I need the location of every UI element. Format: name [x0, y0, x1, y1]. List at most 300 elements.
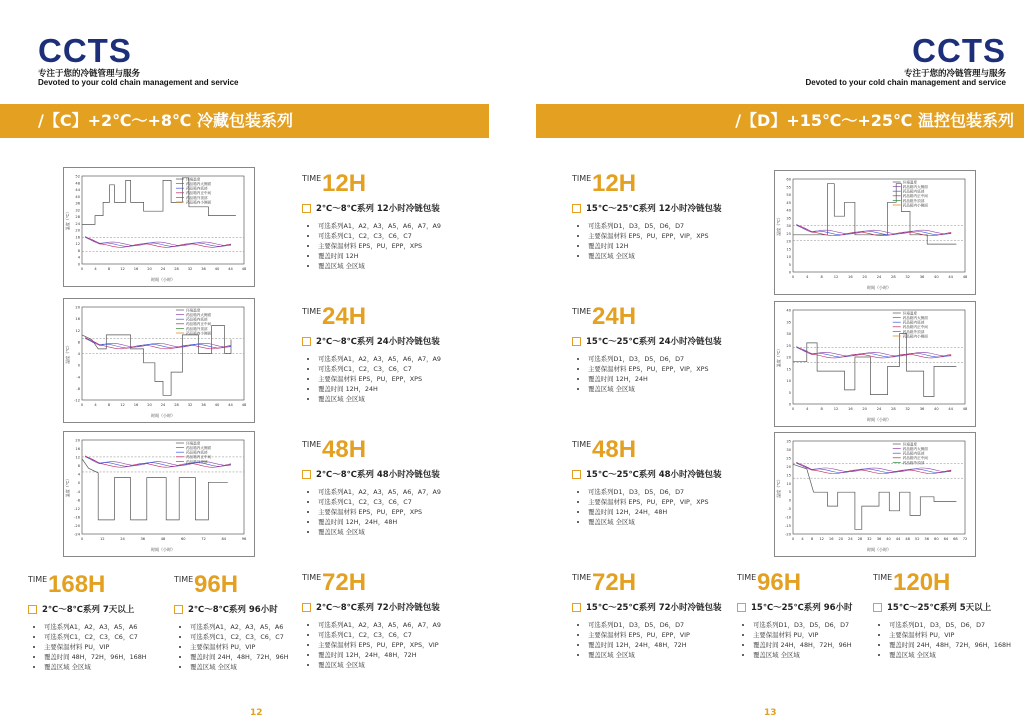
x-tick-label: 48 — [241, 403, 247, 407]
section-banner-left: /【C】+2℃～+8℃ 冷藏包装系列 — [0, 104, 489, 138]
x-tick-label: 36 — [919, 407, 925, 411]
spec-item: • 可选系列A1，A2，A3，A5，A6，A7，A9 — [318, 354, 502, 364]
block-subtitle: 15℃～25℃系列 72小时冷链包装 — [586, 603, 722, 613]
legend-label: 药品箱外顶部 — [185, 195, 208, 200]
x-tick-label: 44 — [895, 537, 901, 541]
spec-item: • 主要保温材料 EPS，PU，EPP，XPS — [318, 374, 502, 384]
time-prefix: TIME — [174, 575, 194, 584]
block-subtitle: 2℃～8℃系列 7天以上 — [42, 605, 135, 615]
spec-block-24h — [302, 303, 502, 404]
spec-block-120h — [873, 569, 1013, 660]
x-tick-label: 24 — [876, 407, 882, 411]
legend-label: 药品箱内底部 — [185, 317, 208, 322]
time-prefix: TIME — [873, 573, 893, 582]
square-bullet-icon — [572, 603, 581, 612]
square-bullet-icon — [302, 204, 311, 213]
legend-label: 药品箱内正中间 — [902, 194, 928, 199]
square-bullet-icon — [302, 337, 311, 346]
spec-list — [737, 620, 867, 660]
spec-list — [302, 620, 502, 670]
x-tick-label: 36 — [876, 537, 882, 541]
y-tick-label: 24 — [75, 221, 80, 226]
x-tick-label: 4 — [94, 403, 97, 407]
legend-label: 环境温度 — [185, 441, 201, 446]
y-axis-label: 温度（℃） — [65, 343, 70, 364]
page-number: 13 — [764, 708, 777, 718]
legend-label: 药品箱内底部 — [902, 320, 925, 325]
spec-item: • 覆盖区域 全区域 — [753, 650, 867, 660]
x-axis-label: 时间（小时） — [151, 277, 175, 282]
block-subtitle: 2℃～8℃系列 24小时冷链包装 — [316, 337, 440, 347]
square-bullet-icon — [737, 603, 746, 612]
square-bullet-icon — [302, 603, 311, 612]
legend-label: 药品箱内底部 — [185, 186, 208, 191]
spec-list — [572, 620, 732, 660]
x-tick-label: 40 — [934, 407, 939, 411]
legend-label: 药品箱内大侧面 — [902, 447, 928, 451]
x-tick-label: 32 — [905, 407, 910, 411]
spec-item: • 可选系列C1，C2，C3，C6，C7 — [44, 632, 168, 642]
y-tick-label: 60 — [786, 177, 791, 182]
block-subtitle: 2℃～8℃系列 72小时冷链包装 — [316, 603, 440, 613]
x-tick-label: 24 — [120, 537, 125, 541]
x-tick-label: 36 — [201, 267, 206, 271]
x-tick-label: 8 — [107, 267, 111, 271]
x-tick-label: 32 — [905, 275, 910, 279]
x-tick-label: 28 — [174, 403, 179, 407]
y-tick-label: -4 — [76, 375, 80, 380]
y-axis-label: 温度（℃） — [65, 476, 70, 498]
y-tick-label: 35 — [786, 439, 791, 444]
y-tick-label: 8 — [77, 340, 80, 345]
temperature-chart-48h — [774, 432, 976, 557]
y-tick-label: 10 — [786, 255, 791, 259]
spec-list — [302, 487, 502, 537]
x-tick-label: 44 — [948, 407, 953, 411]
temperature-chart-24h — [774, 301, 976, 427]
y-tick-label: 40 — [75, 194, 80, 199]
y-tick-label: 12 — [75, 455, 80, 460]
spec-item: • 覆盖区域 全区域 — [318, 660, 502, 670]
x-tick-label: 8 — [810, 537, 814, 541]
y-tick-label: 12 — [75, 328, 80, 333]
spec-block-96h — [737, 569, 867, 660]
spec-item: • 可选系列D1，D3，D5，D6，D7 — [753, 620, 867, 630]
time-value: 48H — [322, 436, 367, 463]
legend-label: 药品箱外顶部 — [902, 460, 925, 465]
spec-item: • 覆盖时间 24H，48H，72H，96H — [190, 652, 304, 662]
legend-label: 环境温度 — [185, 177, 201, 182]
legend-label: 药品箱外顶部 — [185, 459, 208, 464]
y-tick-label: 52 — [75, 174, 80, 179]
chart-svg — [64, 299, 254, 422]
time-value: 120H — [893, 569, 951, 596]
y-tick-label: 5 — [788, 390, 791, 395]
logo-tagline-en: Devoted to your cold chain management and service — [38, 78, 239, 87]
block-subtitle: 2℃～8℃系列 12小时冷链包装 — [316, 204, 440, 214]
y-tick-label: -20 — [74, 523, 80, 528]
chart-svg — [775, 171, 975, 294]
square-bullet-icon — [28, 605, 37, 614]
chart-svg — [775, 302, 975, 426]
x-tick-label: 96 — [241, 537, 247, 541]
x-tick-label: 20 — [862, 275, 867, 279]
y-tick-label: 15 — [786, 367, 791, 372]
x-tick-label: 48 — [905, 537, 910, 541]
x-tick-label: 36 — [140, 537, 146, 541]
x-tick-label: 24 — [160, 267, 166, 271]
spec-list — [572, 354, 772, 394]
y-tick-label: 15 — [786, 247, 791, 252]
y-tick-label: 5 — [788, 490, 791, 495]
y-tick-label: 20 — [75, 228, 80, 233]
x-tick-label: 8 — [820, 407, 823, 411]
y-tick-label: 25 — [786, 343, 791, 348]
x-tick-label: 60 — [180, 537, 186, 541]
time-value: 72H — [592, 569, 637, 596]
y-tick-label: -16 — [74, 515, 80, 520]
x-tick-label: 16 — [848, 275, 853, 279]
y-tick-label: -20 — [785, 532, 791, 537]
x-tick-label: 24 — [160, 403, 166, 407]
y-tick-label: 0 — [788, 498, 791, 503]
spec-item: • 可选系列C1，C2，C3，C6，C7 — [318, 497, 502, 507]
spec-block-12h — [302, 170, 502, 271]
y-tick-label: 8 — [77, 248, 80, 253]
spec-block-72h — [572, 569, 732, 660]
y-tick-label: 48 — [75, 181, 80, 186]
y-tick-label: 32 — [75, 208, 80, 213]
block-subtitle: 2℃～8℃系列 48小时冷链包装 — [316, 470, 440, 480]
x-tick-label: 0 — [80, 537, 84, 541]
y-tick-label: 20 — [786, 464, 791, 469]
logo-tagline-cn: 专注于您的冷链管理与服务 — [38, 68, 141, 78]
x-tick-label: 12 — [819, 537, 824, 541]
y-tick-label: 35 — [786, 320, 791, 325]
x-axis-label: 时间（小时） — [867, 547, 891, 552]
y-tick-label: 12 — [75, 242, 80, 247]
spec-item: • 可选系列D1，D3，D5，D6，D7 — [588, 354, 772, 364]
chart-svg — [775, 433, 975, 556]
logo-tagline-en: Devoted to your cold chain management and service — [805, 78, 1006, 87]
spec-item: • 可选系列A1，A2，A3，A5，A6，A7，A9 — [318, 620, 502, 630]
spec-item: • 覆盖区域 全区域 — [588, 650, 732, 660]
legend-label: 药品箱内底部 — [902, 189, 925, 194]
legend-label: 药品箱内大侧面 — [185, 182, 212, 186]
spec-item: • 覆盖区域 全区域 — [588, 251, 772, 261]
x-axis-label: 时间（小时） — [867, 417, 891, 422]
spec-block-48h — [302, 436, 502, 537]
spec-item: • 覆盖时间 12H — [588, 241, 772, 251]
x-tick-label: 0 — [791, 537, 795, 541]
spec-item: • 主要保温材料 PU，VIP — [44, 642, 168, 652]
legend-label: 环境温度 — [902, 180, 918, 185]
x-tick-label: 16 — [848, 407, 853, 411]
time-prefix: TIME — [572, 573, 592, 582]
x-tick-label: 24 — [876, 275, 882, 279]
y-tick-label: -10 — [785, 515, 791, 520]
y-tick-label: 44 — [75, 188, 80, 193]
y-tick-label: 30 — [786, 332, 791, 336]
y-tick-label: 36 — [75, 201, 80, 206]
x-tick-label: 28 — [857, 537, 863, 541]
spec-item: • 可选系列C1，C2，C3，C6，C7 — [190, 632, 304, 642]
time-prefix: TIME — [737, 573, 757, 582]
block-subtitle: 15℃～25℃系列 12小时冷链包装 — [586, 204, 722, 214]
time-prefix: TIME — [302, 174, 322, 183]
x-tick-label: 28 — [891, 275, 896, 279]
x-tick-label: 64 — [943, 537, 949, 541]
time-value: 72H — [322, 569, 367, 596]
spec-block-72h — [302, 569, 502, 670]
temperature-chart-24h — [63, 298, 255, 423]
y-tick-label: -12 — [74, 398, 80, 403]
spec-item: • 主要保温材料 PU，VIP — [753, 630, 867, 640]
spec-list — [302, 354, 502, 404]
y-axis-label: 温度（℃） — [65, 209, 70, 231]
x-tick-label: 20 — [147, 267, 152, 271]
time-prefix: TIME — [572, 307, 592, 316]
spec-item: • 主要保温材料 EPS，PU，EPP，XPS — [318, 241, 502, 251]
time-value: 168H — [48, 571, 106, 598]
legend-label: 药品箱内小侧面 — [185, 200, 212, 205]
section-banner-right: /【D】+15℃～+25℃ 温控包装系列 — [536, 104, 1024, 138]
x-tick-label: 12 — [120, 267, 125, 271]
spec-item: • 覆盖时间 48H，72H，96H，168H — [44, 652, 168, 662]
legend-label: 药品箱内底部 — [902, 451, 925, 456]
x-tick-label: 36 — [201, 403, 206, 407]
spec-block-168h — [28, 571, 168, 672]
time-prefix: TIME — [302, 307, 322, 316]
ambient-temperature-line — [82, 178, 236, 225]
spec-item: • 主要保温材料 EPS，PU，EPP，XPS，VIP — [318, 640, 502, 650]
y-tick-label: 20 — [786, 239, 791, 244]
spec-item: • 覆盖区域 全区域 — [318, 261, 502, 271]
x-tick-label: 20 — [147, 403, 152, 407]
x-tick-label: 40 — [886, 537, 891, 541]
y-tick-label: 10 — [786, 379, 791, 383]
legend-label: 药品箱内大侧面 — [185, 313, 212, 317]
legend-label: 药品箱内底部 — [185, 450, 208, 455]
spec-item: • 可选系列A1，A2，A3，A5，A6，A7，A9 — [318, 487, 502, 497]
x-tick-label: 4 — [801, 537, 804, 541]
block-subtitle: 15℃～25℃系列 48小时冷链包装 — [586, 470, 722, 480]
time-prefix: TIME — [572, 174, 592, 183]
spec-item: • 可选系列C1，C2，C3，C6，C7 — [318, 630, 502, 640]
temperature-chart-12h — [63, 167, 255, 287]
y-tick-label: 0 — [788, 270, 791, 275]
logo-mark: CCTS — [38, 32, 132, 69]
x-tick-label: 32 — [867, 537, 872, 541]
legend-label: 药品箱外顶部 — [185, 326, 208, 331]
x-axis-label: 时间（小时） — [151, 413, 175, 418]
legend-label: 药品箱外顶部 — [902, 198, 925, 203]
time-prefix: TIME — [302, 440, 322, 449]
x-tick-label: 28 — [174, 267, 179, 271]
spec-list — [28, 622, 168, 672]
spec-item: • 覆盖时间 12H，24H — [588, 374, 772, 384]
y-tick-label: 0 — [77, 262, 80, 267]
chart-svg — [64, 168, 254, 286]
logo-left — [38, 34, 239, 88]
y-axis-label: 温度（℃） — [776, 215, 781, 236]
spec-item: • 可选系列D1，D3，D5，D6，D7 — [588, 221, 772, 231]
x-tick-label: 16 — [828, 537, 834, 541]
y-tick-label: 5 — [788, 262, 791, 267]
time-value: 24H — [592, 303, 637, 330]
spec-list — [302, 221, 502, 271]
square-bullet-icon — [174, 605, 183, 614]
spec-item: • 主要保温材料 PU，VIP — [889, 630, 1013, 640]
x-tick-label: 20 — [862, 407, 867, 411]
y-tick-label: 4 — [77, 255, 80, 260]
ambient-temperature-line — [793, 334, 956, 397]
spec-block-12h — [572, 170, 772, 261]
time-value: 12H — [592, 170, 637, 197]
spec-item: • 覆盖时间 12H，24H，48H — [588, 507, 772, 517]
x-tick-label: 4 — [94, 267, 97, 271]
y-tick-label: 0 — [77, 481, 80, 486]
x-tick-label: 12 — [120, 403, 125, 407]
block-subtitle: 15℃～25℃系列 96小时 — [751, 603, 853, 613]
legend-label: 药品箱内正中间 — [185, 191, 212, 196]
y-tick-label: 8 — [77, 464, 80, 469]
spec-item: • 可选系列A1，A2，A3，A5，A6 — [44, 622, 168, 632]
legend-label: 药品箱内大侧面 — [185, 446, 212, 450]
legend-label: 环境温度 — [902, 442, 918, 447]
time-value: 48H — [592, 436, 637, 463]
y-tick-label: -8 — [76, 498, 80, 503]
legend-label: 环境温度 — [185, 308, 201, 313]
logo-tagline-cn: 专注于您的冷链管理与服务 — [903, 68, 1006, 78]
spec-list — [174, 622, 304, 672]
spec-item: • 覆盖区域 全区域 — [318, 394, 502, 404]
y-tick-label: 55 — [786, 185, 791, 190]
block-subtitle: 15℃～25℃系列 5天以上 — [887, 603, 992, 613]
time-value: 24H — [322, 303, 367, 330]
y-tick-label: 20 — [75, 305, 80, 310]
spec-item: • 覆盖区域 全区域 — [889, 650, 1013, 660]
x-tick-label: 72 — [962, 537, 968, 541]
block-subtitle: 15℃～25℃系列 24小时冷链包装 — [586, 337, 722, 347]
legend-label: 药品箱内大侧面 — [902, 316, 928, 320]
spec-item: • 覆盖时间 24H，48H，72H，96H，168H — [889, 640, 1013, 650]
y-tick-label: -15 — [785, 524, 791, 529]
y-tick-label: 0 — [788, 402, 791, 407]
y-tick-label: 16 — [75, 317, 80, 322]
legend-label: 药品箱内小侧面 — [185, 331, 212, 336]
x-tick-label: 20 — [838, 537, 844, 541]
ambient-temperature-line — [793, 464, 956, 529]
x-tick-label: 12 — [833, 407, 839, 411]
x-tick-label: 0 — [791, 275, 795, 279]
page-right — [512, 0, 1024, 726]
x-tick-label: 16 — [133, 403, 139, 407]
square-bullet-icon — [572, 337, 581, 346]
x-tick-label: 12 — [833, 275, 839, 279]
ambient-temperature-line — [82, 326, 231, 396]
spec-item: • 主要保温材料 EPS，PU，EPP，XPS — [318, 507, 502, 517]
x-tick-label: 12 — [99, 537, 105, 541]
plot-area — [793, 441, 965, 534]
spec-item: • 覆盖区域 全区域 — [588, 517, 772, 527]
legend-label: 药品箱外顶部 — [902, 329, 925, 334]
x-tick-label: 16 — [133, 267, 139, 271]
x-tick-label: 32 — [187, 403, 193, 407]
legend-label: 药品箱内正中间 — [902, 456, 928, 461]
ambient-temperature-line — [82, 459, 228, 520]
y-tick-label: 16 — [75, 235, 80, 240]
y-tick-label: 28 — [75, 215, 80, 220]
chart-svg — [64, 432, 254, 556]
spec-item: • 主要保温材料 EPS，PU，EPP，VIP，XPS — [588, 231, 772, 241]
y-tick-label: 4 — [77, 352, 80, 356]
x-tick-label: 52 — [914, 537, 920, 541]
y-tick-label: 15 — [786, 473, 791, 478]
x-tick-label: 72 — [201, 537, 206, 541]
y-tick-label: 40 — [786, 308, 791, 313]
spec-item: • 可选系列D1，D3，D5，D6，D7 — [588, 620, 732, 630]
spec-item: • 主要保温材料 EPS，PU，EPP，VIP，XPS — [588, 364, 772, 374]
y-axis-label: 温度（℃） — [776, 346, 781, 368]
y-tick-label: -4 — [76, 489, 80, 494]
y-tick-label: -12 — [74, 506, 80, 511]
legend-label: 药品箱内正中间 — [185, 322, 212, 327]
legend-label: 药品箱内正中间 — [902, 325, 928, 330]
time-prefix: TIME — [302, 573, 322, 582]
spec-block-96h — [174, 571, 304, 672]
y-tick-label: 20 — [75, 438, 80, 443]
logo-mark: CCTS — [912, 32, 1006, 69]
x-tick-label: 84 — [221, 537, 227, 541]
square-bullet-icon — [572, 470, 581, 479]
time-prefix: TIME — [28, 575, 48, 584]
temperature-chart-48h — [63, 431, 255, 557]
x-tick-label: 60 — [934, 537, 939, 541]
spec-item: • 主要保温材料 EPS，PU，EPP，VIP，XPS — [588, 497, 772, 507]
y-tick-label: 30 — [786, 224, 791, 228]
y-tick-label: 25 — [786, 456, 791, 461]
x-tick-label: 40 — [214, 403, 220, 407]
y-tick-label: 20 — [786, 355, 791, 360]
spec-item: • 可选系列A1，A2，A3，A5，A6，A7，A9 — [318, 221, 502, 231]
x-tick-label: 8 — [107, 403, 111, 407]
package-temperature-line — [796, 346, 951, 356]
spec-item: • 覆盖区域 全区域 — [44, 662, 168, 672]
spec-item: • 覆盖时间 12H — [318, 251, 502, 261]
spec-item: • 覆盖区域 全区域 — [318, 527, 502, 537]
y-tick-label: -24 — [74, 532, 80, 537]
x-tick-label: 4 — [806, 275, 809, 279]
x-tick-label: 48 — [962, 275, 968, 279]
x-tick-label: 8 — [820, 275, 823, 279]
y-tick-label: 25 — [786, 231, 791, 236]
temperature-chart-12h — [774, 170, 976, 295]
y-tick-label: 40 — [786, 208, 791, 213]
legend-label: 药品箱内小侧面 — [902, 334, 928, 339]
x-tick-label: 48 — [241, 267, 247, 271]
legend-label: 药品箱内小侧面 — [902, 203, 928, 208]
x-tick-label: 36 — [919, 275, 925, 279]
x-tick-label: 32 — [187, 267, 193, 271]
y-tick-label: 35 — [786, 216, 791, 221]
x-tick-label: 40 — [214, 267, 220, 271]
y-tick-label: -5 — [787, 507, 791, 512]
logo-right — [806, 34, 1007, 88]
x-tick-label: 4 — [806, 407, 809, 411]
spec-item: • 主要保温材料 PU，VIP — [190, 642, 304, 652]
time-prefix: TIME — [572, 440, 592, 449]
